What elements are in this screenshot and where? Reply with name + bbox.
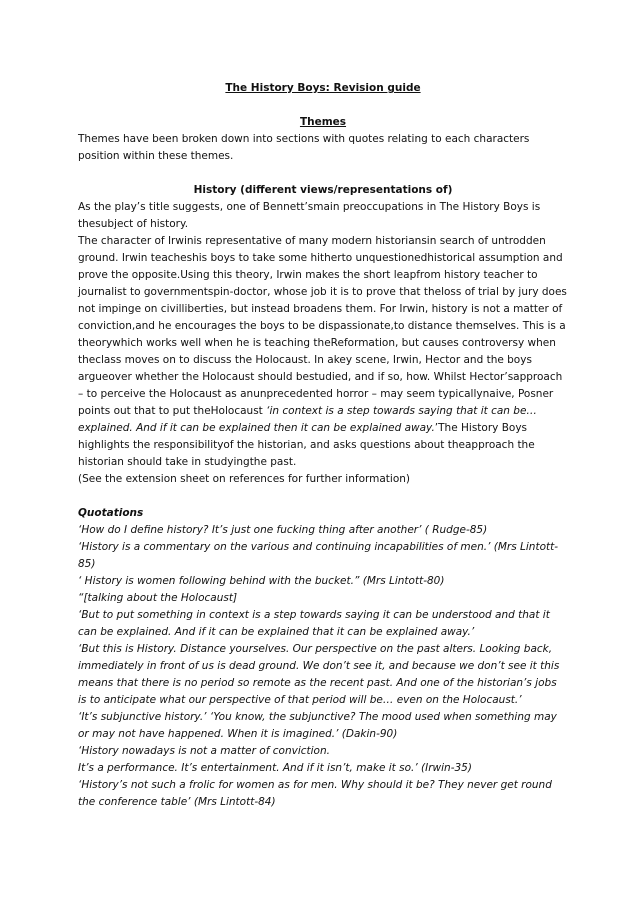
history-paragraph-1: As the play’s title suggests, one of Bennett’smain preoccupations in The History Boys is thesubject of history. — [78, 201, 541, 230]
document-title: The History Boys: Revision guide — [225, 82, 421, 94]
quotations-heading: Quotations — [78, 507, 144, 519]
quote-item: It’s a performance. It’s entertainment. And if it isn’t, make it so.’ (Irwin-35) — [78, 762, 472, 774]
quote-item: ‘But this is History. Distance yourselves. Our perspective on the past alters. Looking back, immediately in front of us is dead ground. We don’t see it, and because we don’t see it this means that there is no period so remote as the recent past. And one of the historian’s jobs is to anticipate what our perspective of that period will be… even on the Holocaust.’ — [78, 643, 560, 706]
quote-item: ‘History is a commentary on the various and continuing incapabilities of men.’ (Mrs Lintott-85) — [78, 541, 559, 570]
history-paragraph-2-start: The character of Irwinis representative of many modern historiansin search of untrodden ground. Irwin teacheshis boys to take some hitherto unquestionedhistorical assumption and prove the opposite.Using this theory, Irwin makes the short leapfrom history teacher to journalist to governmentspin-doctor, whose job it is to prove that theloss of trial by jury does not impinge on civilliberties, but instead broadens them. For Irwin, history is not a matter of conviction,and he encourages the boys to be dispassionate,to distance themselves. This is a theorywhich works well when he is teaching theReformation, but causes controversy when theclass moves on to discuss the Holocaust. In akey scene, Irwin, Hector and the boys argueover whether the Holocaust should bestudied, and if so, how. Whilst Hector’sapproach – to perceive the Holocaust as anunprecedented horror – may seem typicallynaive, Posner points out that to put theHolocaust — [78, 235, 567, 417]
quote-item: ‘History nowadays is not a matter of conviction. — [78, 745, 330, 757]
quote-item: ‘How do I define history? It’s just one fucking thing after another’ ( Rudge-85) — [78, 524, 488, 536]
quote-item: ‘ History is women following behind with the bucket.” (Mrs Lintott-80) — [78, 575, 445, 587]
quote-item: ‘It’s subjunctive history.’ ‘You know, the subjunctive? The mood used when something may or may not have happened. When it is imagined.’ (Dakin-90) — [78, 711, 557, 740]
quote-item: ‘History’s not such a frolic for women as for men. Why should it be? They never get round the conference table’ (Mrs Lintott-84) — [78, 779, 552, 808]
document-page — [78, 80, 568, 811]
history-paragraph-2-end: ’The History Boys highlights the responsibilityof the historian, and asks questions about theapproach the historian should take in studyingthe past. — [78, 422, 535, 468]
quote-item: “[talking about the Holocaust] — [78, 592, 238, 604]
history-paragraph-2-italic: ‘in context is a step towards saying that it can be… explained. And if it can be explained then it can be explained away. — [78, 405, 537, 434]
themes-heading: Themes — [299, 116, 347, 128]
history-paragraph-2 — [78, 233, 568, 471]
history-heading: History (different views/representations of) — [193, 184, 453, 196]
quote-item: ‘But to put something in context is a step towards saying it can be understood and that it can be explained. And if it can be explained that it can be explained away.’ — [78, 609, 550, 638]
themes-intro: Themes have been broken down into sections with quotes relating to each characters position within these themes. — [78, 133, 530, 162]
extension-note: (See the extension sheet on references for further information) — [78, 473, 411, 485]
